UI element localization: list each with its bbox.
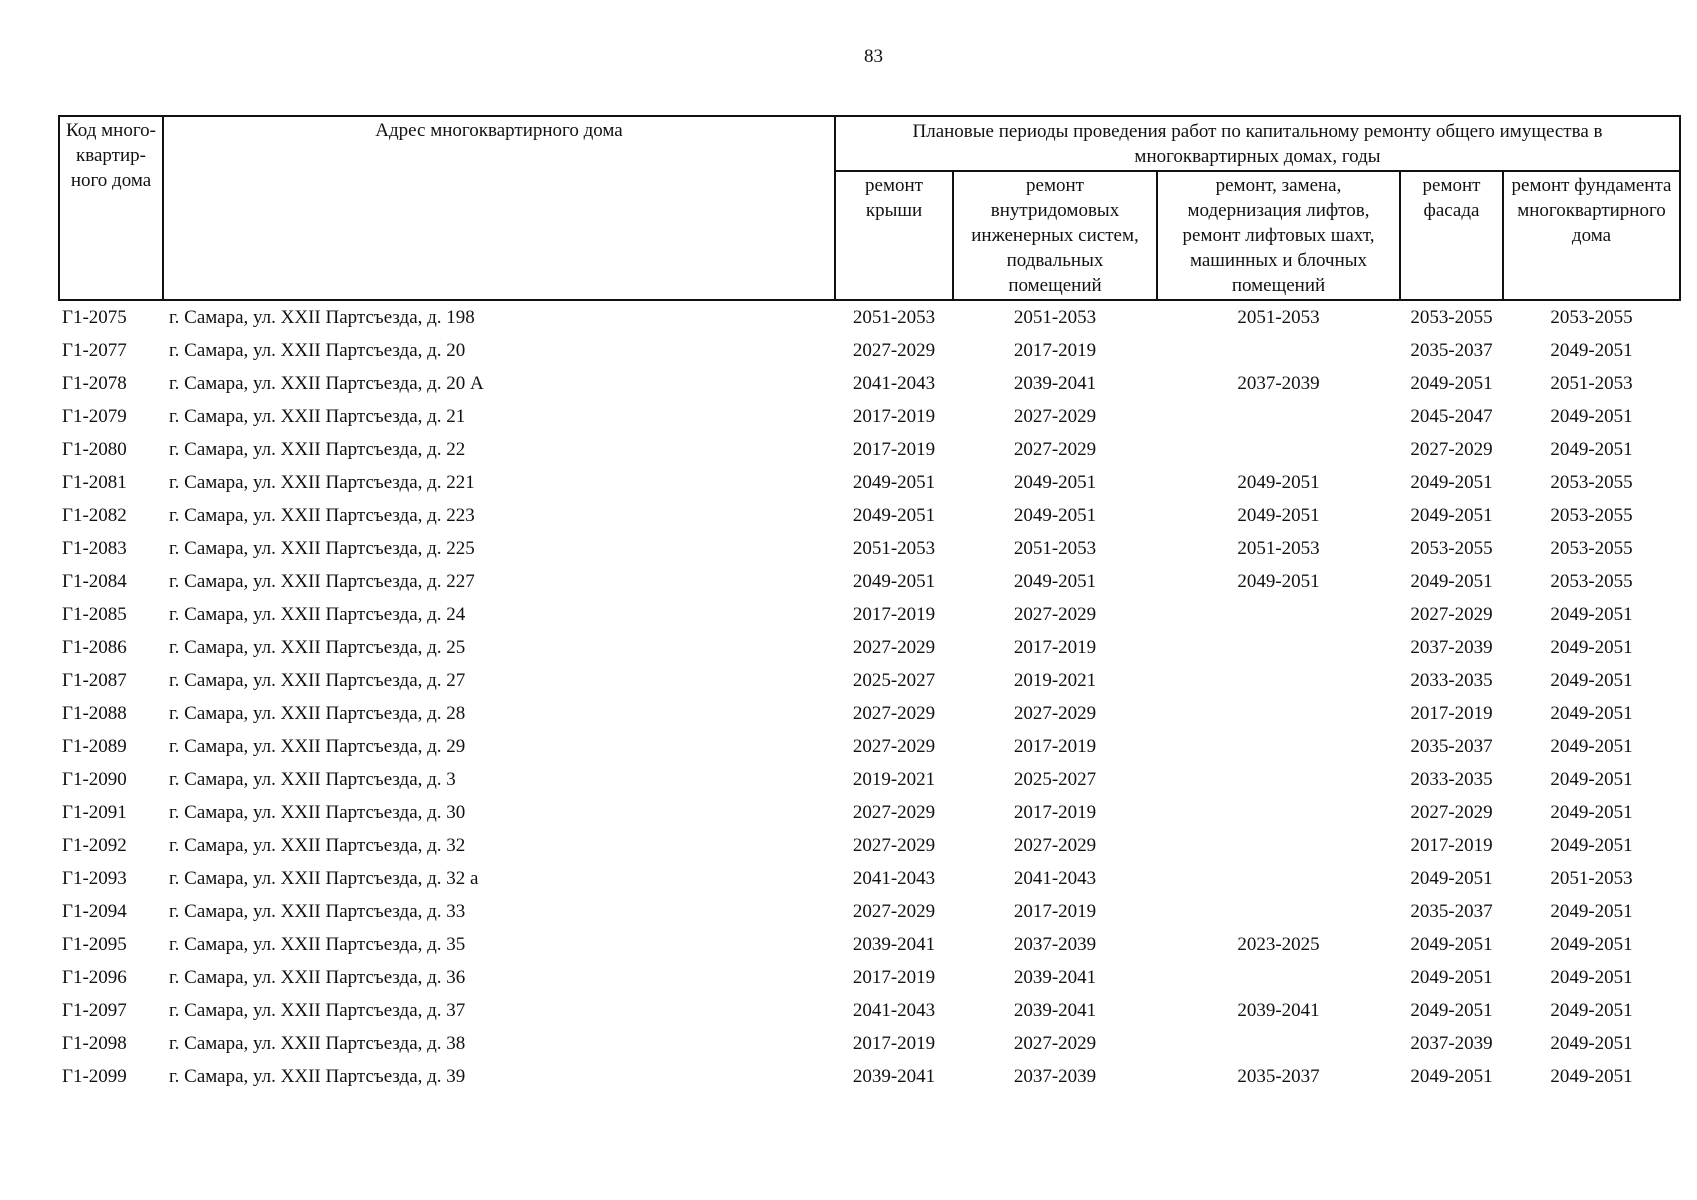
cell-roof: 2049-2051 <box>852 505 936 526</box>
cell-roof: 2027-2029 <box>852 835 936 856</box>
cell-address: г. Самара, ул. XXII Партсъезда, д. 29 <box>169 736 466 757</box>
cell-roof: 2027-2029 <box>852 736 936 757</box>
cell-code: Г1-2088 <box>62 703 127 724</box>
table-row <box>59 994 1680 1027</box>
table-body <box>59 300 1680 1093</box>
cell-roof: 2049-2051 <box>852 472 936 493</box>
cell-lifts <box>1157 697 1400 730</box>
table-row <box>59 796 1680 829</box>
cell-roof: 2017-2019 <box>852 406 936 427</box>
cell-roof: 2051-2053 <box>852 307 936 328</box>
cell-facade: 2035-2037 <box>1410 736 1493 757</box>
cell-address: г. Самара, ул. XXII Партсъезда, д. 20 А <box>169 373 484 394</box>
cell-foundation: 2049-2051 <box>1550 934 1633 955</box>
cell-address: г. Самара, ул. XXII Партсъезда, д. 24 <box>169 604 466 625</box>
cell-roof: 2027-2029 <box>852 703 936 724</box>
cell-engineering: 2017-2019 <box>1013 637 1097 658</box>
cell-engineering: 2041-2043 <box>1013 868 1097 889</box>
cell-code: Г1-2098 <box>62 1033 127 1054</box>
cell-address: г. Самара, ул. XXII Партсъезда, д. 32 <box>169 835 466 856</box>
cell-foundation: 2049-2051 <box>1550 439 1633 460</box>
header-lifts: ремонт, замена, модернизация лифтов, ремонт лифтовых шахт, машинных и блочных помещений <box>1157 171 1400 300</box>
cell-lifts <box>1157 796 1400 829</box>
cell-engineering: 2027-2029 <box>1013 835 1097 856</box>
cell-address: г. Самара, ул. XXII Партсъезда, д. 28 <box>169 703 466 724</box>
cell-engineering: 2039-2041 <box>1013 373 1097 394</box>
cell-foundation: 2049-2051 <box>1550 604 1633 625</box>
cell-roof: 2049-2051 <box>852 571 936 592</box>
cell-engineering: 2049-2051 <box>1013 571 1097 592</box>
cell-code: Г1-2089 <box>62 736 127 757</box>
cell-lifts <box>1157 895 1400 928</box>
cell-facade: 2037-2039 <box>1410 1033 1493 1054</box>
cell-engineering: 2037-2039 <box>1013 934 1097 955</box>
header-periods: Плановые периоды проведения работ по капитальному ремонту общего имущества в многоквартирных домах, годы <box>835 116 1680 171</box>
cell-code: Г1-2097 <box>62 1000 127 1021</box>
cell-facade: 2035-2037 <box>1410 901 1493 922</box>
cell-lifts <box>1157 829 1400 862</box>
cell-foundation: 2049-2051 <box>1550 637 1633 658</box>
cell-roof: 2039-2041 <box>852 1066 936 1087</box>
cell-facade: 2017-2019 <box>1410 703 1493 724</box>
cell-lifts: 2037-2039 <box>1237 373 1320 394</box>
cell-roof: 2017-2019 <box>852 967 936 988</box>
table-row <box>59 829 1680 862</box>
cell-facade: 2049-2051 <box>1410 373 1493 394</box>
cell-facade: 2049-2051 <box>1410 1066 1493 1087</box>
cell-engineering: 2017-2019 <box>1013 901 1097 922</box>
cell-foundation: 2053-2055 <box>1550 505 1633 526</box>
cell-engineering: 2027-2029 <box>1013 604 1097 625</box>
table-row <box>59 763 1680 796</box>
cell-roof: 2039-2041 <box>852 934 936 955</box>
cell-address: г. Самара, ул. XXII Партсъезда, д. 38 <box>169 1033 466 1054</box>
cell-lifts: 2051-2053 <box>1237 307 1320 328</box>
cell-address: г. Самара, ул. XXII Партсъезда, д. 39 <box>169 1066 466 1087</box>
cell-address: г. Самара, ул. XXII Партсъезда, д. 198 <box>169 307 475 328</box>
table-row <box>59 400 1680 433</box>
cell-roof: 2019-2021 <box>852 769 936 790</box>
cell-address: г. Самара, ул. XXII Партсъезда, д. 21 <box>169 406 466 427</box>
cell-code: Г1-2077 <box>62 340 127 361</box>
table-row <box>59 433 1680 466</box>
cell-facade: 2035-2037 <box>1410 340 1493 361</box>
cell-foundation: 2049-2051 <box>1550 1066 1633 1087</box>
cell-lifts <box>1157 763 1400 796</box>
cell-code: Г1-2091 <box>62 802 127 823</box>
cell-facade: 2049-2051 <box>1410 571 1493 592</box>
cell-code: Г1-2090 <box>62 769 127 790</box>
cell-foundation: 2049-2051 <box>1550 406 1633 427</box>
cell-engineering: 2027-2029 <box>1013 406 1097 427</box>
cell-code: Г1-2075 <box>62 307 127 328</box>
table-row <box>59 961 1680 994</box>
cell-facade: 2027-2029 <box>1410 439 1493 460</box>
cell-lifts <box>1157 400 1400 433</box>
cell-foundation: 2049-2051 <box>1550 1033 1633 1054</box>
cell-facade: 2033-2035 <box>1410 769 1493 790</box>
table-row <box>59 598 1680 631</box>
page-number: 83 <box>864 46 883 67</box>
cell-foundation: 2053-2055 <box>1550 571 1633 592</box>
table-row <box>59 334 1680 367</box>
cell-foundation: 2049-2051 <box>1550 835 1633 856</box>
cell-lifts: 2035-2037 <box>1237 1066 1320 1087</box>
table-row <box>59 1060 1680 1093</box>
cell-foundation: 2053-2055 <box>1550 307 1633 328</box>
cell-engineering: 2017-2019 <box>1013 736 1097 757</box>
cell-roof: 2017-2019 <box>852 604 936 625</box>
cell-facade: 2033-2035 <box>1410 670 1493 691</box>
cell-code: Г1-2082 <box>62 505 127 526</box>
cell-engineering: 2027-2029 <box>1013 703 1097 724</box>
cell-engineering: 2049-2051 <box>1013 472 1097 493</box>
cell-foundation: 2049-2051 <box>1550 769 1633 790</box>
cell-code: Г1-2087 <box>62 670 127 691</box>
cell-code: Г1-2095 <box>62 934 127 955</box>
header-foundation: ремонт фундамента многоквартирного дома <box>1503 171 1680 300</box>
cell-lifts <box>1157 1027 1400 1060</box>
cell-facade: 2053-2055 <box>1410 307 1493 328</box>
cell-code: Г1-2094 <box>62 901 127 922</box>
table-row <box>59 367 1680 400</box>
cell-facade: 2049-2051 <box>1410 472 1493 493</box>
table-row <box>59 895 1680 928</box>
cell-address: г. Самара, ул. XXII Партсъезда, д. 20 <box>169 340 466 361</box>
cell-address: г. Самара, ул. XXII Партсъезда, д. 223 <box>169 505 475 526</box>
cell-engineering: 2051-2053 <box>1013 307 1097 328</box>
table-row <box>59 631 1680 664</box>
cell-facade: 2049-2051 <box>1410 505 1493 526</box>
header-facade: ремонт фасада <box>1400 171 1503 300</box>
cell-roof: 2017-2019 <box>852 439 936 460</box>
cell-address: г. Самара, ул. XXII Партсъезда, д. 37 <box>169 1000 466 1021</box>
cell-address: г. Самара, ул. XXII Партсъезда, д. 36 <box>169 967 466 988</box>
cell-foundation: 2049-2051 <box>1550 340 1633 361</box>
table-row <box>59 300 1680 334</box>
table-row <box>59 697 1680 730</box>
cell-code: Г1-2078 <box>62 373 127 394</box>
cell-lifts: 2051-2053 <box>1237 538 1320 559</box>
cell-address: г. Самара, ул. XXII Партсъезда, д. 25 <box>169 637 466 658</box>
cell-foundation: 2051-2053 <box>1550 373 1633 394</box>
table-row <box>59 730 1680 763</box>
cell-code: Г1-2085 <box>62 604 127 625</box>
cell-foundation: 2049-2051 <box>1550 736 1633 757</box>
cell-roof: 2041-2043 <box>852 373 936 394</box>
cell-foundation: 2049-2051 <box>1550 967 1633 988</box>
cell-address: г. Самара, ул. XXII Партсъезда, д. 225 <box>169 538 475 559</box>
cell-roof: 2027-2029 <box>852 637 936 658</box>
cell-engineering: 2027-2029 <box>1013 439 1097 460</box>
cell-facade: 2027-2029 <box>1410 802 1493 823</box>
table-row <box>59 928 1680 961</box>
cell-lifts <box>1157 598 1400 631</box>
cell-engineering: 2025-2027 <box>1013 769 1097 790</box>
cell-lifts <box>1157 433 1400 466</box>
header-code: Код много- квартир- ного дома <box>59 116 163 300</box>
cell-lifts <box>1157 862 1400 895</box>
cell-lifts: 2049-2051 <box>1237 505 1320 526</box>
cell-facade: 2049-2051 <box>1410 868 1493 889</box>
table-row <box>59 499 1680 532</box>
cell-facade: 2045-2047 <box>1410 406 1493 427</box>
cell-address: г. Самара, ул. XXII Партсъезда, д. 221 <box>169 472 475 493</box>
cell-address: г. Самара, ул. XXII Партсъезда, д. 33 <box>169 901 466 922</box>
cell-facade: 2049-2051 <box>1410 967 1493 988</box>
cell-engineering: 2017-2019 <box>1013 802 1097 823</box>
cell-engineering: 2027-2029 <box>1013 1033 1097 1054</box>
cell-roof: 2027-2029 <box>852 802 936 823</box>
cell-address: г. Самара, ул. XXII Партсъезда, д. 32 а <box>169 868 479 889</box>
cell-engineering: 2037-2039 <box>1013 1066 1097 1087</box>
cell-address: г. Самара, ул. XXII Партсъезда, д. 35 <box>169 934 466 955</box>
cell-foundation: 2053-2055 <box>1550 538 1633 559</box>
cell-engineering: 2019-2021 <box>1013 670 1097 691</box>
cell-engineering: 2017-2019 <box>1013 340 1097 361</box>
cell-lifts <box>1157 961 1400 994</box>
cell-lifts: 2039-2041 <box>1237 1000 1320 1021</box>
cell-roof: 2027-2029 <box>852 340 936 361</box>
cell-code: Г1-2093 <box>62 868 127 889</box>
cell-roof: 2025-2027 <box>852 670 936 691</box>
cell-engineering: 2039-2041 <box>1013 967 1097 988</box>
table-header <box>59 116 1680 300</box>
header-engineering: ремонт внутридомовых инженерных систем, подвальных помещений <box>953 171 1157 300</box>
cell-lifts <box>1157 334 1400 367</box>
cell-roof: 2041-2043 <box>852 868 936 889</box>
cell-roof: 2017-2019 <box>852 1033 936 1054</box>
cell-lifts: 2023-2025 <box>1237 934 1320 955</box>
cell-facade: 2017-2019 <box>1410 835 1493 856</box>
cell-lifts <box>1157 730 1400 763</box>
cell-roof: 2027-2029 <box>852 901 936 922</box>
cell-code: Г1-2086 <box>62 637 127 658</box>
cell-roof: 2041-2043 <box>852 1000 936 1021</box>
cell-foundation: 2049-2051 <box>1550 802 1633 823</box>
cell-lifts <box>1157 664 1400 697</box>
cell-address: г. Самара, ул. XXII Партсъезда, д. 30 <box>169 802 466 823</box>
cell-foundation: 2049-2051 <box>1550 901 1633 922</box>
cell-code: Г1-2096 <box>62 967 127 988</box>
cell-address: г. Самара, ул. XXII Партсъезда, д. 3 <box>169 769 456 790</box>
cell-foundation: 2051-2053 <box>1550 868 1633 889</box>
cell-roof: 2051-2053 <box>852 538 936 559</box>
cell-code: Г1-2083 <box>62 538 127 559</box>
cell-code: Г1-2079 <box>62 406 127 427</box>
table-row <box>59 862 1680 895</box>
cell-foundation: 2049-2051 <box>1550 670 1633 691</box>
cell-address: г. Самара, ул. XXII Партсъезда, д. 227 <box>169 571 475 592</box>
header-address: Адрес многоквартирного дома <box>163 116 835 300</box>
header-roof: ремонт крыши <box>835 171 953 300</box>
cell-foundation: 2049-2051 <box>1550 1000 1633 1021</box>
cell-foundation: 2049-2051 <box>1550 703 1633 724</box>
cell-engineering: 2049-2051 <box>1013 505 1097 526</box>
cell-code: Г1-2099 <box>62 1066 127 1087</box>
table-row <box>59 466 1680 499</box>
cell-code: Г1-2092 <box>62 835 127 856</box>
cell-facade: 2049-2051 <box>1410 1000 1493 1021</box>
cell-engineering: 2051-2053 <box>1013 538 1097 559</box>
cell-lifts: 2049-2051 <box>1237 472 1320 493</box>
cell-code: Г1-2084 <box>62 571 127 592</box>
table-row <box>59 532 1680 565</box>
cell-foundation: 2053-2055 <box>1550 472 1633 493</box>
table-row <box>59 565 1680 598</box>
cell-facade: 2053-2055 <box>1410 538 1493 559</box>
table-row <box>59 664 1680 697</box>
cell-code: Г1-2081 <box>62 472 127 493</box>
cell-lifts <box>1157 631 1400 664</box>
cell-address: г. Самара, ул. XXII Партсъезда, д. 27 <box>169 670 466 691</box>
cell-address: г. Самара, ул. XXII Партсъезда, д. 22 <box>169 439 466 460</box>
cell-engineering: 2039-2041 <box>1013 1000 1097 1021</box>
capital-repair-plan-table <box>58 115 1681 1093</box>
table-row <box>59 1027 1680 1060</box>
cell-facade: 2049-2051 <box>1410 934 1493 955</box>
cell-facade: 2027-2029 <box>1410 604 1493 625</box>
cell-facade: 2037-2039 <box>1410 637 1493 658</box>
cell-lifts: 2049-2051 <box>1237 571 1320 592</box>
cell-code: Г1-2080 <box>62 439 127 460</box>
